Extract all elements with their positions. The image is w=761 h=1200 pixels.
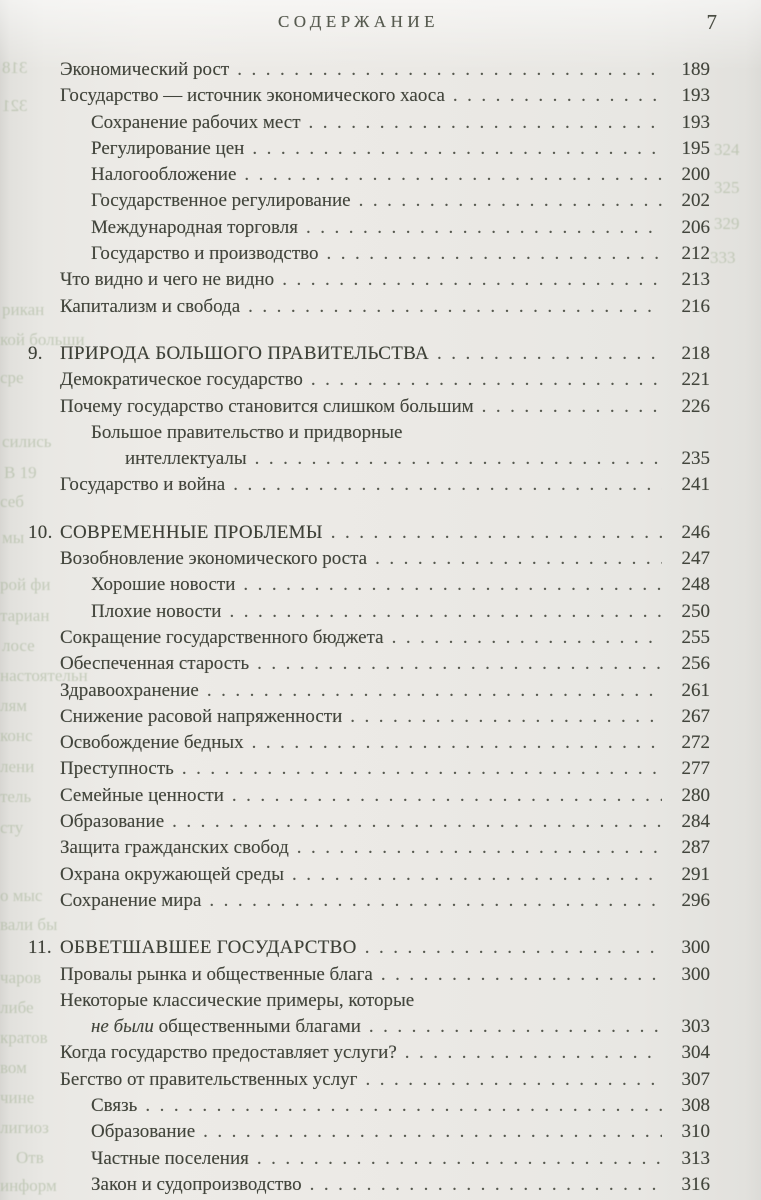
bleed-through-fragment: настоятельн bbox=[0, 666, 88, 685]
entry-label: Государство и война bbox=[60, 474, 226, 496]
dot-leader bbox=[282, 267, 662, 293]
entry-label: Преступность bbox=[60, 758, 174, 780]
entry-label-rest: общественными благами bbox=[153, 1016, 361, 1038]
entry-page-number: 277 bbox=[681, 758, 710, 780]
toc-entry-row bbox=[0, 546, 761, 572]
entry-page-number: 313 bbox=[681, 1147, 710, 1169]
entry-label: Международная торговля bbox=[91, 216, 298, 238]
dot-leader bbox=[359, 188, 662, 214]
entry-page-number: 221 bbox=[681, 369, 710, 391]
entry-page-number: 310 bbox=[681, 1121, 710, 1143]
toc-entry-row bbox=[0, 1119, 761, 1145]
toc-entry-row bbox=[0, 888, 761, 914]
dot-leader bbox=[243, 572, 662, 598]
entry-page-number: 193 bbox=[681, 111, 710, 133]
bleed-through-fragment: рой фи bbox=[0, 575, 51, 594]
entry-page-number: 189 bbox=[681, 59, 710, 80]
entry-page-number: 235 bbox=[681, 448, 710, 470]
entry-page-number: 248 bbox=[681, 574, 710, 596]
dot-leader bbox=[365, 935, 662, 961]
toc-entry-row bbox=[0, 599, 761, 625]
toc-entry-row bbox=[0, 446, 761, 472]
dot-leader bbox=[252, 136, 662, 162]
toc-entry-row bbox=[0, 136, 761, 162]
dot-leader bbox=[482, 394, 662, 420]
toc-entry-row bbox=[0, 162, 761, 188]
entry-label: Что видно и чего не видно bbox=[60, 269, 275, 291]
bleed-through-fragment: либе bbox=[0, 998, 34, 1017]
dot-leader bbox=[292, 862, 662, 888]
toc-entry-row bbox=[0, 420, 761, 446]
dot-leader bbox=[327, 241, 663, 267]
dot-leader bbox=[257, 1146, 662, 1172]
entry-label: Капитализм и свобода bbox=[60, 295, 241, 317]
bleed-through-fragment: лосе bbox=[2, 636, 35, 655]
entry-label: Связь bbox=[91, 1094, 138, 1116]
entry-page-number: 303 bbox=[681, 1016, 710, 1038]
toc-entry-row bbox=[0, 188, 761, 214]
toc-entry-row bbox=[0, 110, 761, 136]
toc-entry-row bbox=[0, 625, 761, 651]
entry-label: Регулирование цен bbox=[91, 137, 245, 159]
toc-entry-row bbox=[0, 1040, 761, 1066]
toc-entry-row bbox=[0, 962, 761, 988]
entry-label: Почему государство становится слишком большим bbox=[60, 395, 474, 417]
entry-label-italic: не были bbox=[91, 1016, 154, 1038]
bleed-through-fragment: кратов bbox=[0, 1028, 48, 1047]
entry-page-number: 195 bbox=[681, 137, 710, 159]
toc-entry-row bbox=[0, 83, 761, 109]
entry-page-number: 316 bbox=[681, 1173, 710, 1195]
toc-entry-row bbox=[0, 57, 761, 83]
toc-entry-row bbox=[0, 1146, 761, 1172]
toc-entry-row bbox=[0, 988, 761, 1014]
dot-leader bbox=[252, 730, 662, 756]
running-title: СОДЕРЖАНИЕ bbox=[277, 12, 440, 31]
entry-page-number: 291 bbox=[681, 863, 710, 885]
toc-entry-row bbox=[0, 241, 761, 267]
dot-leader bbox=[437, 341, 662, 367]
toc-entry-row bbox=[0, 294, 761, 320]
entry-label: Семейные ценности bbox=[60, 784, 224, 806]
toc-chapter-row bbox=[0, 341, 761, 367]
bleed-through-fragment: В 19 bbox=[4, 463, 37, 482]
dot-leader bbox=[232, 783, 662, 809]
dot-leader bbox=[233, 472, 662, 498]
dot-leader bbox=[405, 1040, 662, 1066]
dot-leader bbox=[255, 446, 662, 472]
entry-page-number: 216 bbox=[681, 295, 710, 317]
entry-page-number: 284 bbox=[681, 811, 710, 833]
dot-leader bbox=[453, 83, 662, 109]
bleed-through-fragment: сту bbox=[0, 818, 24, 837]
dot-leader bbox=[392, 625, 662, 651]
dot-leader bbox=[182, 756, 662, 782]
entry-page-number: 272 bbox=[681, 732, 710, 754]
toc-entry-row bbox=[0, 367, 761, 393]
entry-page-number: 267 bbox=[681, 705, 710, 727]
entry-label: Государство — источник экономического хаоса bbox=[60, 85, 445, 107]
bleed-through-fragment: чаров bbox=[0, 968, 42, 987]
entry-label: Государство и производство bbox=[91, 243, 319, 265]
entry-label: Экономический рост bbox=[60, 59, 230, 80]
entry-label: Возобновление экономического роста bbox=[60, 548, 368, 570]
entry-page-number: 206 bbox=[681, 216, 710, 238]
bleed-through-fragment: Отв bbox=[16, 1148, 44, 1167]
entry-page-number: 202 bbox=[681, 190, 710, 212]
entry-label: ОБВЕТШАВШЕЕ ГОСУДАРСТВО bbox=[60, 937, 357, 959]
entry-label: Освобождение бедных bbox=[60, 732, 244, 754]
toc-chapter-row bbox=[0, 935, 761, 961]
bleed-through-fragment: рикан bbox=[2, 300, 45, 319]
dot-leader bbox=[229, 599, 662, 625]
entry-label: Провалы рынка и общественные блага bbox=[60, 963, 373, 985]
entry-page-number: 218 bbox=[681, 342, 710, 364]
toc-entry-row bbox=[0, 651, 761, 677]
toc-entry-row bbox=[0, 1014, 761, 1040]
dot-leader bbox=[244, 162, 662, 188]
dot-leader bbox=[311, 367, 662, 393]
bleed-through-fragment: информ bbox=[0, 1176, 57, 1195]
toc-entry-row bbox=[0, 835, 761, 861]
toc-chapter-row bbox=[0, 520, 761, 546]
entry-label: Демократическое государство bbox=[60, 369, 303, 391]
toc-entry-row bbox=[0, 862, 761, 888]
entry-page-number: 256 bbox=[681, 653, 710, 675]
toc-entry-row bbox=[0, 730, 761, 756]
bleed-through-fragment: тариан bbox=[0, 606, 50, 625]
bleed-through-fragment: 324 bbox=[714, 140, 740, 159]
entry-label: Большое правительство и придворные bbox=[91, 421, 403, 443]
dot-leader bbox=[309, 110, 662, 136]
toc-entry-row bbox=[0, 783, 761, 809]
dot-leader bbox=[237, 57, 662, 83]
entry-label: Образование bbox=[91, 1121, 196, 1143]
dot-leader bbox=[369, 1014, 662, 1040]
entry-label: Частные поселения bbox=[91, 1147, 249, 1169]
entry-label bbox=[91, 1014, 361, 1040]
toc-entry-row bbox=[0, 394, 761, 420]
toc-entry-row bbox=[0, 1093, 761, 1119]
dot-leader bbox=[257, 651, 662, 677]
dot-leader bbox=[310, 1172, 662, 1198]
entry-label: Образование bbox=[60, 811, 165, 833]
toc-entry-row bbox=[0, 267, 761, 293]
chapter-number: 10. bbox=[28, 521, 53, 543]
bleed-through-fragment: лени bbox=[0, 757, 35, 776]
entry-label: Здравоохранение bbox=[60, 679, 199, 701]
bleed-through-fragment: 333 bbox=[710, 248, 736, 267]
dot-leader bbox=[297, 835, 662, 861]
bleed-through-fragment: вом bbox=[0, 1058, 27, 1077]
bleed-through-fragment: сре bbox=[0, 368, 24, 387]
entry-page-number: 296 bbox=[681, 889, 710, 911]
bleed-through-fragment: 325 bbox=[714, 178, 740, 197]
bleed-through-fragment: вали бы bbox=[0, 915, 58, 934]
toc-entry-row bbox=[0, 1067, 761, 1093]
dot-leader bbox=[381, 962, 662, 988]
entry-label: Государственное регулирование bbox=[91, 190, 351, 212]
entry-page-number: 213 bbox=[681, 269, 710, 291]
entry-page-number: 308 bbox=[681, 1094, 710, 1116]
dot-leader bbox=[306, 215, 662, 241]
entry-page-number: 200 bbox=[681, 164, 710, 186]
entry-page-number: 304 bbox=[681, 1042, 710, 1064]
entry-page-number: 193 bbox=[681, 85, 710, 107]
toc-entry-row bbox=[0, 215, 761, 241]
bleed-through-fragment: лигиоз bbox=[0, 1118, 49, 1137]
dot-leader bbox=[350, 704, 662, 730]
bleed-through-fragment: 329 bbox=[714, 214, 740, 233]
toc-entry-row bbox=[0, 1172, 761, 1198]
entry-label: СОВРЕМЕННЫЕ ПРОБЛЕМЫ bbox=[60, 521, 323, 543]
dot-leader bbox=[209, 888, 662, 914]
entry-label: Охрана окружающей среды bbox=[60, 863, 285, 885]
bleed-through-fragment: лям bbox=[0, 696, 28, 715]
toc-list bbox=[0, 57, 761, 1198]
entry-page-number: 300 bbox=[681, 963, 710, 985]
dot-leader bbox=[248, 294, 662, 320]
entry-label: Хорошие новости bbox=[91, 574, 236, 596]
entry-label: Бегство от правительственных услуг bbox=[60, 1068, 358, 1090]
entry-label: Снижение расовой напряженности bbox=[60, 705, 343, 727]
entry-label: Некоторые классические примеры, которые bbox=[60, 989, 415, 1011]
entry-page-number: 261 bbox=[681, 679, 710, 701]
entry-label: Сокращение государственного бюджета bbox=[60, 626, 384, 648]
entry-page-number: 250 bbox=[681, 600, 710, 622]
chapter-number: 9. bbox=[28, 342, 43, 364]
toc-entry-row bbox=[0, 678, 761, 704]
dot-leader bbox=[203, 1119, 662, 1145]
entry-page-number: 247 bbox=[681, 548, 710, 570]
entry-page-number: 287 bbox=[681, 837, 710, 859]
entry-label: Сохранение рабочих мест bbox=[91, 111, 301, 133]
bleed-through-fragment: себ bbox=[0, 492, 24, 511]
entry-label: Налогообложение bbox=[91, 164, 237, 186]
entry-page-number: 226 bbox=[681, 395, 710, 417]
chapter-number: 11. bbox=[28, 937, 52, 959]
bleed-through-fragment: кой больши bbox=[0, 330, 85, 349]
bleed-through-fragment: чине bbox=[0, 1088, 35, 1107]
page-header bbox=[0, 12, 761, 40]
dot-leader bbox=[145, 1093, 662, 1119]
toc-entry-row bbox=[0, 809, 761, 835]
folio-page-number: 7 bbox=[706, 10, 717, 34]
toc-entry-row bbox=[0, 704, 761, 730]
entry-label: Обеспеченная старость bbox=[60, 653, 250, 675]
entry-label: Плохие новости bbox=[91, 600, 222, 622]
toc-entry-row bbox=[0, 756, 761, 782]
toc-entry-row bbox=[0, 572, 761, 598]
entry-page-number: 255 bbox=[681, 626, 710, 648]
toc-entry-row bbox=[0, 472, 761, 498]
bleed-through-fragment: 321 bbox=[2, 96, 28, 115]
entry-label: интеллектуалы bbox=[125, 448, 247, 470]
entry-page-number: 307 bbox=[681, 1068, 710, 1090]
bleed-through-fragment: конс bbox=[0, 726, 33, 745]
dot-leader bbox=[172, 809, 662, 835]
entry-label: Когда государство предоставляет услуги? bbox=[60, 1042, 397, 1064]
entry-page-number: 241 bbox=[681, 474, 710, 496]
entry-label: Сохранение мира bbox=[60, 889, 202, 911]
dot-leader bbox=[365, 1067, 662, 1093]
bleed-through-fragment: о мыс bbox=[0, 886, 43, 905]
bleed-through-fragment: тель bbox=[0, 787, 32, 806]
bleed-through-fragment: сились bbox=[2, 432, 52, 451]
entry-page-number: 300 bbox=[681, 937, 710, 959]
bleed-through-fragment: 318 bbox=[2, 58, 28, 77]
entry-label: Защита гражданских свобод bbox=[60, 837, 289, 859]
bleed-through-fragment: мы bbox=[2, 528, 25, 547]
entry-page-number: 212 bbox=[681, 243, 710, 265]
entry-label: Закон и судопроизводство bbox=[91, 1173, 302, 1195]
entry-label: ПРИРОДА БОЛЬШОГО ПРАВИТЕЛЬСТВА bbox=[60, 342, 429, 364]
entry-page-number: 246 bbox=[681, 521, 710, 543]
dot-leader bbox=[207, 678, 662, 704]
dot-leader bbox=[331, 520, 662, 546]
entry-page-number: 280 bbox=[681, 784, 710, 806]
dot-leader bbox=[375, 546, 662, 572]
